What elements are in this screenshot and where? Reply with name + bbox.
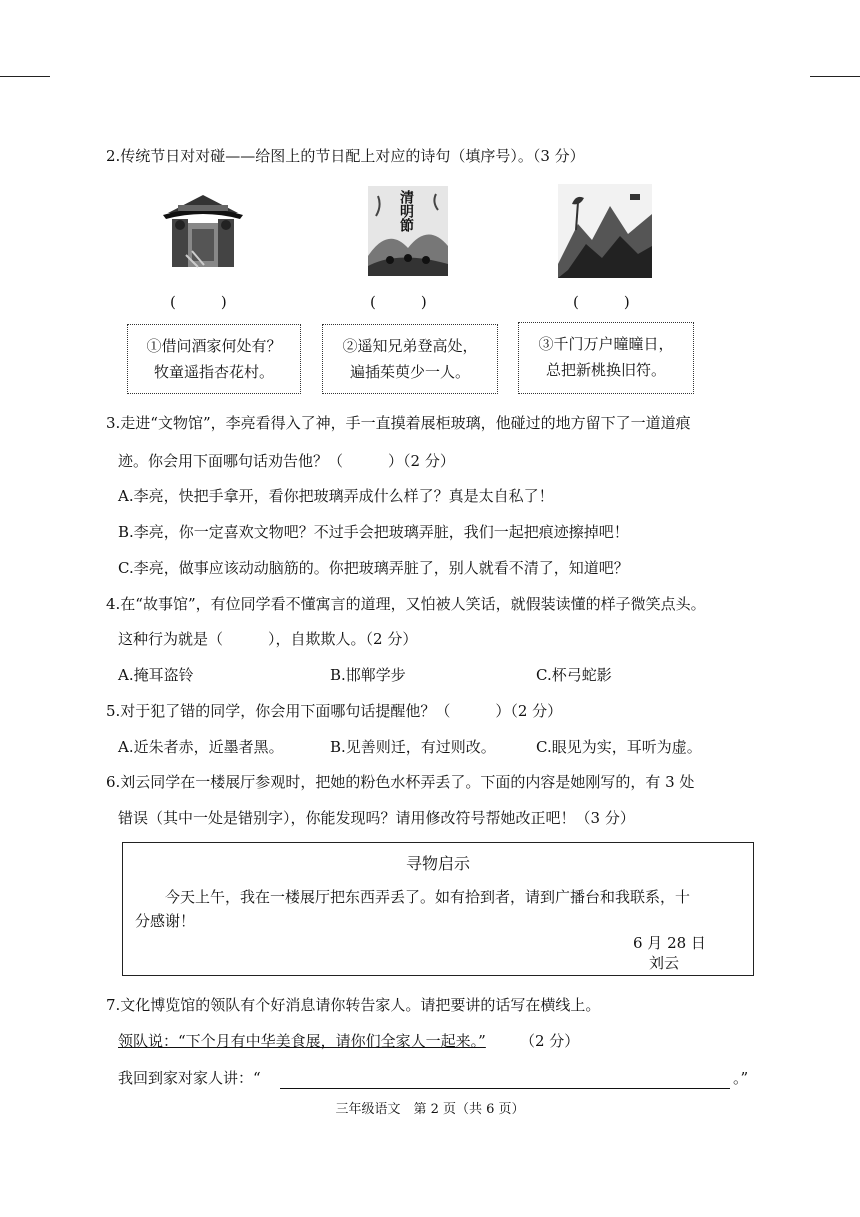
q4-option-c[interactable]: C.杯弓蛇影 (536, 666, 612, 684)
q4-line-2: 这种行为就是（ ），自欺欺人。（2 分） (118, 630, 418, 648)
q2-blank-3[interactable]: ( ) (573, 293, 630, 311)
q7-answer-line[interactable] (280, 1088, 730, 1089)
q3-option-b[interactable]: B.李亮，你一定喜欢文物吧？不过手会把玻璃弄脏，我们一起把痕迹擦掉吧！ (118, 523, 629, 541)
q4-line-1: 4.在“故事馆”，有位同学看不懂寓言的道理，又怕被人笑话，就假装读懂的样子微笑点头。 (106, 595, 706, 613)
poem-3-line-1: ③千门万户曈曈日， (538, 335, 674, 353)
notice-title: 寻物启示 (405, 854, 470, 873)
q7-line-1: 7.文化博览馆的领队有个好消息请你转告家人。请把要讲的话写在横线上。 (106, 996, 601, 1014)
lost-item-notice (122, 842, 754, 976)
q4-option-a[interactable]: A.掩耳盗铃 (118, 666, 194, 684)
poem-2-line-2: 遍插茱萸少一人。 (349, 363, 470, 381)
notice-signature: 刘云 (649, 954, 680, 972)
poem-3-line-2: 总把新桃换旧符。 (545, 361, 666, 379)
poem-box-3 (518, 322, 694, 394)
q7-quote: 领队说：“下个月有中华美食展，请你们全家人一起来。” (118, 1032, 486, 1050)
q2-title: 2.传统节日对对碰——给图上的节日配上对应的诗句（填序号）。（3 分） (106, 147, 585, 165)
poem-box-2 (322, 324, 498, 394)
notice-body-line-1: 今天上午，我在一楼展厅把东西弄丢了。如有拾到者，请到广播台和我联系，十 (165, 888, 691, 906)
poem-2-line-1: ②遥知兄弟登高处， (342, 337, 478, 355)
q5-line-1: 5.对于犯了错的同学，你会用下面哪句话提醒他？（ ）（2 分） (106, 702, 563, 720)
q5-option-c[interactable]: C.眼见为实，耳听为虚。 (536, 738, 702, 756)
poem-1-line-1: ①借问酒家何处有？ (146, 337, 282, 355)
q3-option-c[interactable]: C.李亮，做事应该动动脑筋的。你把玻璃弄脏了，别人就看不清了，知道吧？ (118, 559, 629, 577)
q7-score: （2 分） (520, 1032, 580, 1050)
poem-box-1 (127, 324, 301, 394)
q4-option-b[interactable]: B.邯郸学步 (330, 666, 406, 684)
poem-1-line-2: 牧童遥指杏花村。 (153, 363, 274, 381)
spring-festival-picture (158, 185, 248, 273)
q5-option-b[interactable]: B.见善则迁，有过则改。 (330, 738, 496, 756)
q7-answer-prefix: 我回到家对家人讲：“ (118, 1069, 261, 1087)
mountain-landscape-picture (558, 184, 652, 278)
q3-option-a[interactable]: A.李亮，快把手拿开，看你把玻璃弄成什么样了？真是太自私了！ (118, 487, 554, 505)
page-footer: 三年级语文 第 2 页（共 6 页） (335, 1102, 525, 1117)
q3-line-1: 3.走进“文物馆”，李亮看得入了神，手一直摸着展柜玻璃，他碰过的地方留下了一道道痕 (106, 414, 691, 432)
qingming-picture-text: 清明節 (398, 190, 414, 232)
notice-date: 6 月 28 日 (633, 934, 706, 952)
q3-line-2: 迹。你会用下面哪句话劝告他？（ ）（2 分） (118, 452, 455, 470)
top-left-rule (0, 76, 50, 77)
qingming-picture (368, 186, 448, 276)
q2-blank-1[interactable]: ( ) (170, 293, 227, 311)
notice-body-line-2: 分感谢！ (135, 912, 196, 930)
q6-line-2: 错误（其中一处是错别字），你能发现吗？请用修改符号帮她改正吧！（3 分） (118, 809, 635, 827)
q2-blank-2[interactable]: ( ) (370, 293, 427, 311)
q5-option-a[interactable]: A.近朱者赤，近墨者黑。 (118, 738, 284, 756)
q7-answer-suffix: 。” (733, 1069, 749, 1087)
top-right-rule (810, 76, 860, 77)
q6-line-1: 6.刘云同学在一楼展厅参观时，把她的粉色水杯弄丢了。下面的内容是她刚写的，有 3 处 (106, 773, 695, 791)
